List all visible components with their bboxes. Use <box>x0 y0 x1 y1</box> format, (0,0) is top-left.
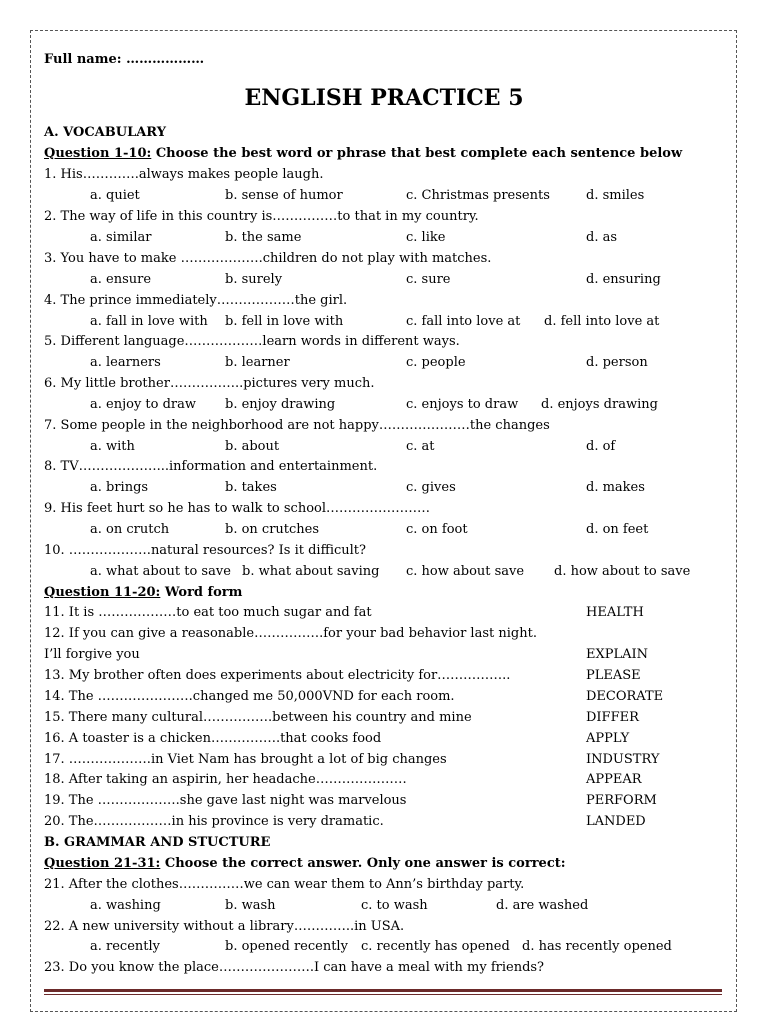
full-name-line: Full name: ……………… <box>44 52 205 67</box>
question-stem: 2. The way of life in this country is……………to that in my country. <box>44 209 479 224</box>
option-d: d. on feet <box>586 522 649 537</box>
wordform-stem: 16. A toaster is a chicken…………….that cooks food <box>44 731 382 746</box>
option-c: c. on foot <box>406 522 468 537</box>
option-d: d. how about to save <box>554 564 691 579</box>
question-label: Question 21-31: <box>44 856 161 871</box>
option-d: d. of <box>586 439 616 454</box>
option-c: c. gives <box>406 480 456 495</box>
option-a: a. ensure <box>90 272 152 287</box>
option-a: a. with <box>90 439 135 454</box>
section-a-heading: A. VOCABULARY <box>44 125 166 140</box>
page-title: ENGLISH PRACTICE 5 <box>244 85 524 111</box>
question-21-31-instruction <box>44 855 566 873</box>
option-d: d. ensuring <box>586 272 661 287</box>
option-d: d. are washed <box>496 898 589 913</box>
question-stem: 6. My little brother……………..pictures very much. <box>44 376 375 391</box>
instruction-text: Choose the best word or phrase that best complete each sentence below <box>151 146 683 161</box>
question-stem: 22. A new university without a library…………..in USA. <box>44 919 405 934</box>
option-b: b. opened recently <box>225 939 348 954</box>
option-a: a. similar <box>90 230 152 245</box>
question-stem: 9. His feet hurt so he has to walk to school…………………… <box>44 501 431 516</box>
wordform-stem: 11. It is ………………to eat too much sugar and fat <box>44 605 372 620</box>
root-word: PLEASE <box>586 668 641 683</box>
option-c: c. like <box>406 230 446 245</box>
option-d: d. enjoys drawing <box>541 397 658 412</box>
option-c: c. recently has opened <box>361 939 510 954</box>
option-b: b. surely <box>225 272 283 287</box>
root-word: DIFFER <box>586 710 639 725</box>
question-label: Question 11-20: <box>44 585 161 600</box>
option-c: c. people <box>406 355 466 370</box>
root-word: APPEAR <box>586 772 642 787</box>
option-b: b. sense of humor <box>225 188 343 203</box>
instruction-text: Word form <box>160 585 243 600</box>
option-d: d. smiles <box>586 188 645 203</box>
footer-rule-thin <box>44 994 722 995</box>
option-b: b. the same <box>225 230 302 245</box>
wordform-stem: 12. If you can give a reasonable…………….for your bad behavior last night. <box>44 626 537 641</box>
option-a: a. enjoy to draw <box>90 397 197 412</box>
wordform-stem-continued: I’ll forgive you <box>44 647 140 662</box>
option-c: c. sure <box>406 272 451 287</box>
option-b: b. what about saving <box>242 564 380 579</box>
root-word: INDUSTRY <box>586 752 660 767</box>
option-d: d. has recently opened <box>522 939 672 954</box>
wordform-stem: 15. There many cultural…………….between his country and mine <box>44 710 472 725</box>
root-word: EXPLAIN <box>586 647 649 662</box>
instruction-text: Choose the correct answer. Only one answer is correct: <box>160 856 566 871</box>
wordform-stem: 14. The ………………….changed me 50,000VND for each room. <box>44 689 455 704</box>
option-c: c. enjoys to draw <box>406 397 519 412</box>
option-c: c. fall into love at <box>406 314 521 329</box>
footer-rule-thick <box>44 989 722 992</box>
question-1-10-instruction <box>44 145 682 163</box>
wordform-stem: 18. After taking an aspirin, her headache………………… <box>44 772 407 787</box>
option-a: a. washing <box>90 898 161 913</box>
option-a: a. on crutch <box>90 522 170 537</box>
option-a: a. brings <box>90 480 149 495</box>
question-label: Question 1-10: <box>44 146 152 161</box>
wordform-stem: 20. The………………in his province is very dramatic. <box>44 814 384 829</box>
option-b: b. about <box>225 439 280 454</box>
question-stem: 8. TV………………...information and entertainment. <box>44 459 378 474</box>
option-b: b. fell in love with <box>225 314 344 329</box>
question-stem: 4. The prince immediately………………the girl. <box>44 293 348 308</box>
option-d: d. fell into love at <box>544 314 660 329</box>
root-word: HEALTH <box>586 605 644 620</box>
option-b: b. wash <box>225 898 276 913</box>
option-b: b. on crutches <box>225 522 320 537</box>
question-stem: 23. Do you know the place………………….I can have a meal with my friends? <box>44 960 545 975</box>
question-stem: 21. After the clothes……………we can wear them to Ann’s birthday party. <box>44 877 525 892</box>
option-a: a. what about to save <box>90 564 231 579</box>
root-word: DECORATE <box>586 689 664 704</box>
option-a: a. quiet <box>90 188 140 203</box>
option-a: a. learners <box>90 355 161 370</box>
option-d: d. as <box>586 230 618 245</box>
root-word: PERFORM <box>586 793 657 808</box>
option-a: a. fall in love with <box>90 314 208 329</box>
section-b-heading: B. GRAMMAR AND STUCTURE <box>44 835 271 850</box>
root-word: LANDED <box>586 814 646 829</box>
question-stem: 7. Some people in the neighborhood are not happy…………………the changes <box>44 418 550 433</box>
option-c: c. to wash <box>361 898 428 913</box>
option-d: d. makes <box>586 480 645 495</box>
question-11-20-instruction <box>44 584 242 602</box>
wordform-stem: 19. The ……………….she gave last night was marvelous <box>44 793 407 808</box>
option-a: a. recently <box>90 939 160 954</box>
wordform-stem: 13. My brother often does experiments about electricity for…………….. <box>44 668 511 683</box>
option-c: c. Christmas presents <box>406 188 550 203</box>
option-d: d. person <box>586 355 648 370</box>
option-b: b. enjoy drawing <box>225 397 336 412</box>
option-b: b. takes <box>225 480 277 495</box>
question-stem: 3. You have to make ……………….children do not play with matches. <box>44 251 492 266</box>
wordform-stem: 17. ……………….in Viet Nam has brought a lot of big changes <box>44 752 447 767</box>
option-c: c. how about save <box>406 564 525 579</box>
root-word: APPLY <box>586 731 630 746</box>
question-stem: 5. Different language………………learn words in different ways. <box>44 334 460 349</box>
option-c: c. at <box>406 439 435 454</box>
question-stem: 1. His………….always makes people laugh. <box>44 167 324 182</box>
question-stem: 10. ……………….natural resources? Is it difficult? <box>44 543 366 558</box>
option-b: b. learner <box>225 355 290 370</box>
